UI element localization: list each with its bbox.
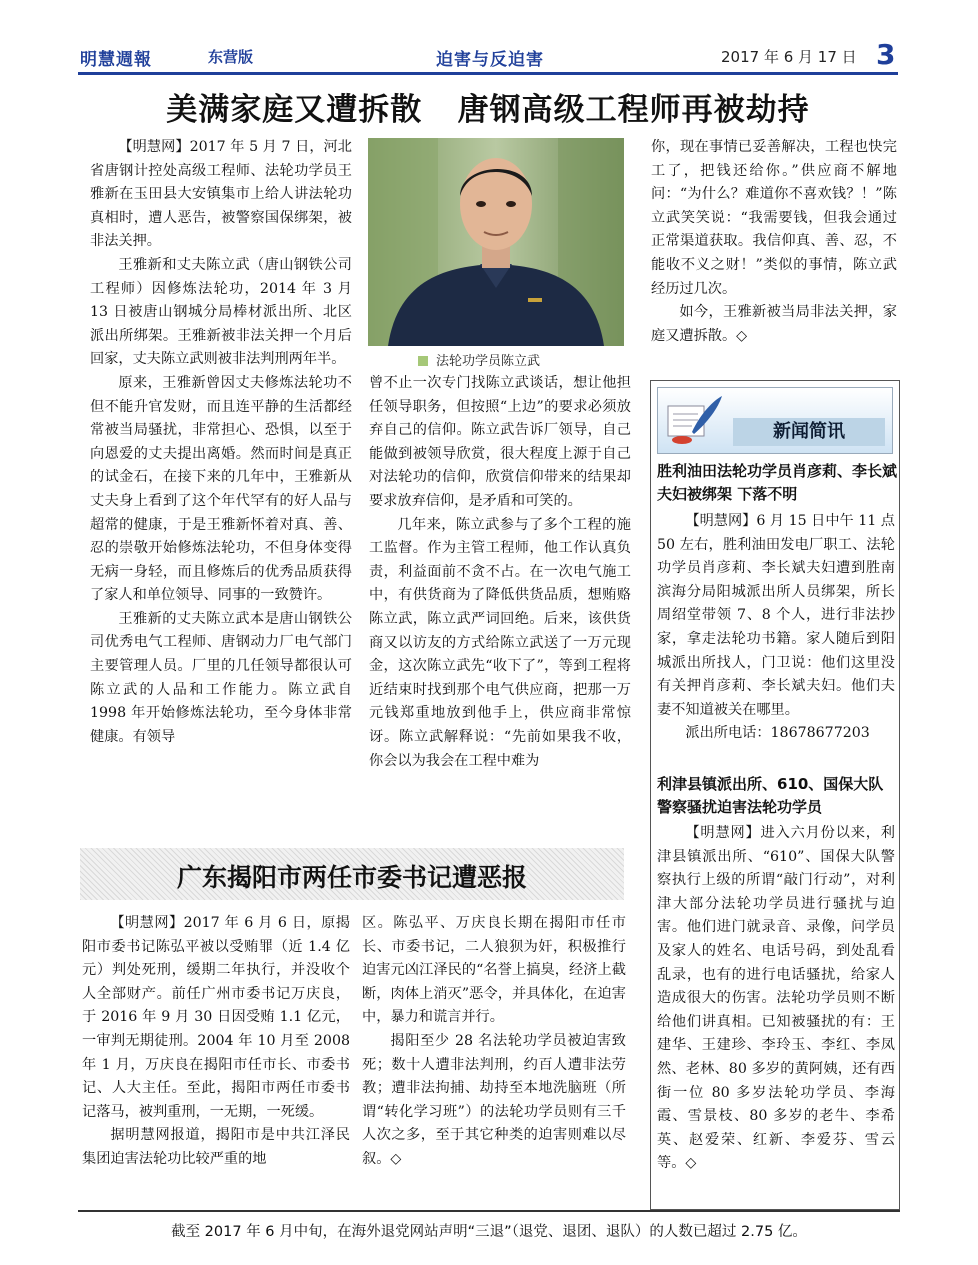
story1-headline: 美满家庭又遭拆散 唐钢高级工程师再被劫持 [166,92,810,128]
story1-col2-paragraph: 曾不止一次专门找陈立武谈话，想让他担任领导职务，但按照“上边”的要求必须放弃自己的信仰。陈立武告诉厂领导，自己能做到被领导欣赏，很大程度上源于自己对法轮功的信仰，欣赏信仰带来的结果却要求放弃信仰，是矛盾和可笑的。 [369,375,631,509]
brief1-title: 胜利油田法轮功学员肖彦莉、李长斌夫妇被绑架 下落不明 [657,462,898,503]
story2-col1-paragraph: 【明慧网】2017 年 6 月 6 日，原揭阳市委书记陈弘平被以受贿罪（近 1.4 亿元）判处死刑，缓期二年执行，并没收个人全部财产。前任广州市委书记万庆良，于 2016 年 9 月 30 日因受贿 1.1 亿元，一审判无期徒刑。2004 年 10 月至 2008 年 1 月，万庆良在揭阳市任市长、市委书记、人大主任。至此，揭阳市两任市委书记落马，被判重刑，一无期，一死缓。 [82,915,350,1120]
square-marker-icon [418,356,428,366]
story1-column-2 [369,372,631,773]
footer-banner: 截至 2017 年 6 月中旬，在海外退党网站声明“三退”（退党、退团、退队）的人数已超过 2.75 亿。 [171,1224,807,1240]
photo-caption-text: 法轮功学员陈立武 [436,354,541,369]
footer-rule [78,1210,900,1212]
brief1-body [657,510,895,746]
story2-col1-paragraph: 据明慧网报道，揭阳市是中共江泽民集团迫害法轮功比较严重的地 [82,1127,350,1167]
story1-col1-paragraph: 王雅新和丈夫陈立武（唐山钢铁公司工程师）因修炼法轮功，2014 年 3 月 13 日被唐山钢城分局棒材派出所、北区派出所绑架。王雅新被非法关押一个月后回家，丈夫陈立武则被非法判刑两年半。 [90,256,352,368]
edition-label: 东营版 [208,48,254,66]
issue-date: 2017 年 6 月 17 日 [721,48,857,66]
story1-col2-paragraph: 几年来，陈立武参与了多个工程的施工监督。作为主管工程师，他工作认真负责，利益面前不贪不占。在一次电气施工中，有供货商为了降低供货品质，想贿赂陈立武，陈立武严词回绝。后来，该供货商又以访友的方式给陈立武送了一万元现金，这次陈立武先“收下了”，等到工程将近结束时找到那个电气供应商，把那一万元钱郑重地放到他手上，供应商非常惊讶。陈立武解释说：“先前如果我不收，你会以为我会在工程中难为 [369,516,631,769]
quill-and-paper-icon [662,392,726,448]
story2-headline: 广东揭阳市两任市委书记遭恶报 [176,863,527,892]
story1-col1-paragraph: 原来，王雅新曾因丈夫修炼法轮功不但不能升官发财，而且连平静的生活都经常被当局骚扰，非常担心、恐惧，以至于向恩爱的丈夫提出离婚。然而时间是真正的试金石，在接下来的几年中，王雅新从丈夫身上看到了这个年代罕有的好人品与超常的健康，于是王雅新怀着对真、善、忍的崇敬开始修炼法轮功，不但身体变得无病一身轻，而且修炼后的优秀品质获得了家人和单位领导、同事的一致赞许。 [90,374,352,604]
story1-col1-paragraph: 【明慧网】2017 年 5 月 7 日，河北省唐钢计控处高级工程师、法轮功学员王雅新在玉田县大安镇集市上给人讲法轮功真相时，遭人恶告，被警察国保绑架，被非法关押。 [90,139,352,250]
story2-col2-paragraph: 区。陈弘平、万庆良长期在揭阳市任市长、市委书记，二人狼狈为奸，积极推行迫害元凶江泽民的“名誉上搞臭，经济上截断，肉体上消灭”恶令，并具体化，在迫害中，暴力和谎言并行。 [362,915,626,1026]
masthead-brand: 明慧週報 [80,50,152,70]
photo-caption [418,350,540,369]
story1-col3-paragraph: 如今，王雅新被当局非法关押，家庭又遭拆散。◇ [651,304,897,344]
brief2-paragraph: 【明慧网】进入六月份以来，利津县镇派出所、“610”、国保大队警察执行上级的所谓“敲门行动”，对利津大部分法轮功学员进行骚扰与迫害。他们进门就录音、录像，问学员及家人的姓名、电话号码，到处乱看乱录，也有的进行电话骚扰，给家人造成很大的伤害。法轮功学员则不断给他们讲真相。已知被骚扰的有：王建华、王建珍、李玲玉、李红、李凤然、老林、80 多岁的黄阿姨，还有西街一位 80 多岁法轮功学员、李海霞、雪景枝、80 多岁的老牛、李希英、赵爱荣、红新、李爱芬、雪云等。◇ [657,825,895,1172]
story2-col2-paragraph: 揭阳至少 28 名法轮功学员被迫害致死；数十人遭非法判刑，约百人遭非法劳教；遭非法拘捕、劫持至本地洗脑班（所谓“转化学习班”）的法轮功学员则有三千人次之多，至于其它种类的迫害则难以尽叙。◇ [362,1032,626,1167]
header-rule [78,72,898,75]
brief1-contact: 派出所电话：18678677203 [685,725,870,742]
news-brief-label: 新闻简讯 [733,418,885,446]
section-title: 迫害与反迫害 [436,50,544,70]
story1-col1-paragraph: 王雅新的丈夫陈立武本是唐山钢铁公司优秀电气工程师、唐钢动力厂电气部门主要管理人员。厂里的几任领导都很认可陈立武的人品和工作能力。陈立武自 1998 年开始修炼法轮功，至今身体非常健康。有领导 [90,610,352,745]
story1-col3-paragraph: 你，现在事情已妥善解决，工程也快完工了，把钱还给你。”供应商不解地问：“为什么？难道你不喜欢钱？！”陈立武笑笑说：“我需要钱，但我会通过正常渠道获取。我信仰真、善、忍，不能收不义之财！”类似的事情，陈立武经历过几次。 [651,139,897,297]
story1-column-3 [651,136,897,348]
page-number: 3 [876,38,896,71]
brief2-title: 利津县镇派出所、610、国保大队警察骚扰迫害法轮功学员 [657,775,884,816]
story2-column-1 [82,912,350,1172]
brief2-body [657,822,895,1176]
brief1-paragraph: 【明慧网】6 月 15 日中午 11 点 50 左右，胜利油田发电厂职工、法轮功学员肖彦莉、李长斌夫妇遭到胜南滨海分局阳城派出所人员绑架，所长周绍堂带领 7、8 个人，进行非法抄家，拿走法轮功书籍。家人随后到阳城派出所找人，门卫说：他们这里没有关押肖彦莉、李长斌夫妇。他们夫妻不知道被关在哪里。 [657,513,895,718]
portrait-photo [368,138,624,346]
portrait-image [368,138,624,346]
story1-column-1 [90,136,352,749]
page-header [0,0,978,78]
story2-column-2 [362,912,626,1172]
